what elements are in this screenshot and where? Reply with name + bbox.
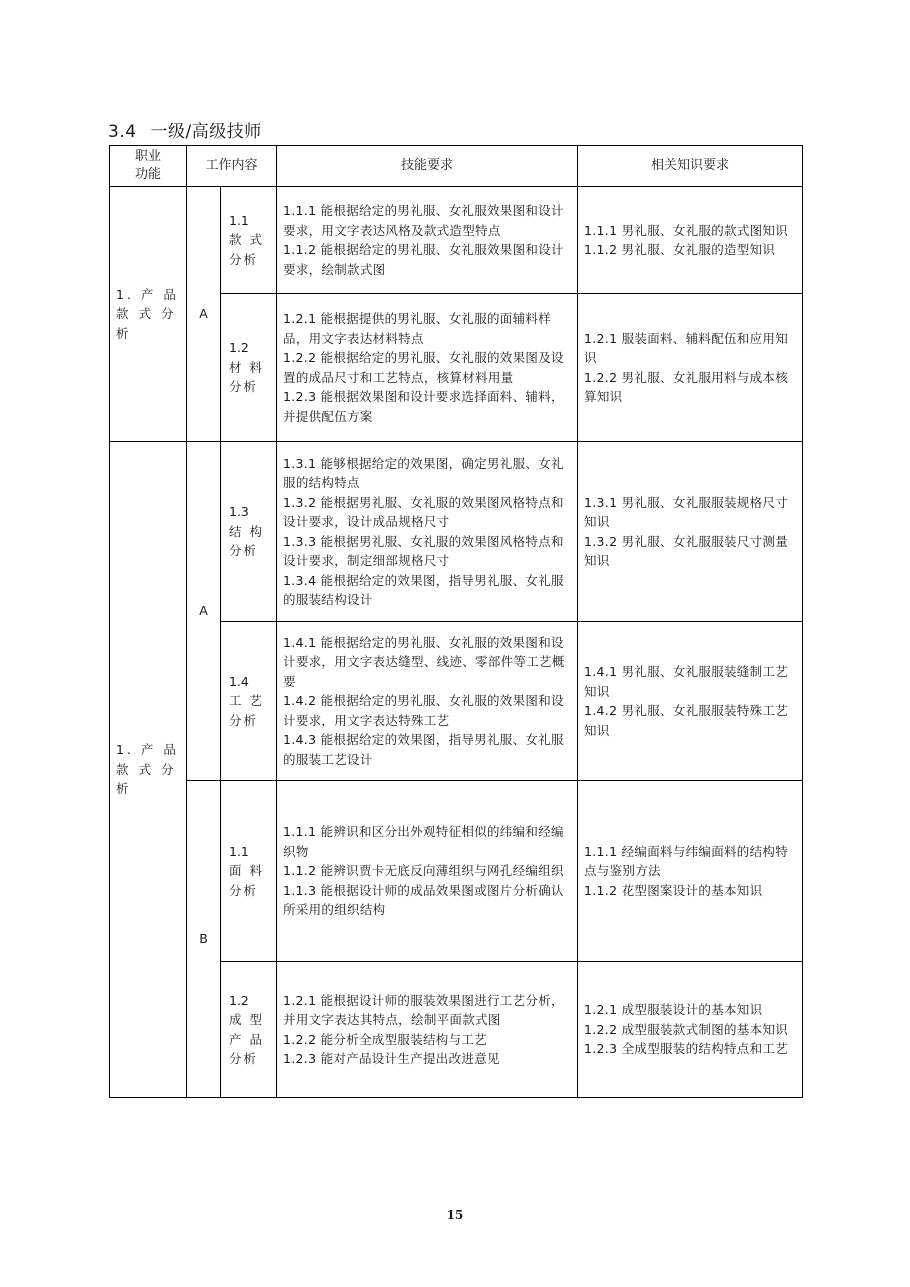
knowledge-cell xyxy=(578,442,803,622)
knowledge-text: 1.3.1 男礼服、女礼服服装规格尺寸知识 xyxy=(584,494,788,529)
skill-text: 1.1.1 能根据给定的男礼服、女礼服效果图和设计要求，用文字表达风格及款式造型特点 xyxy=(283,203,564,238)
table-row xyxy=(110,781,803,962)
header-work-content: 工作内容 xyxy=(187,146,277,187)
work-item-cell: 1.2 材 料 分析 xyxy=(221,294,277,442)
level-letter-cell: B xyxy=(187,781,221,1098)
skill-text: 1.2.3 能对产品设计生产提出改进意见 xyxy=(283,1051,500,1066)
section-title: 一级/高级技师 xyxy=(150,122,262,142)
knowledge-text: 1.2.1 成型服装设计的基本知识 xyxy=(584,1002,763,1018)
knowledge-text: 1.2.2 男礼服、女礼服用料与成本核算知识 xyxy=(584,369,788,404)
skills-cell xyxy=(277,294,578,442)
function-cell: 1. 产 品 款 式 分 析 xyxy=(110,442,187,1098)
table-row xyxy=(110,187,803,294)
skills-table xyxy=(109,145,803,1098)
skill-text: 1.2.1 能根据提供的男礼服、女礼服的面辅料样品，用文字表达材料特点 xyxy=(283,311,551,346)
work-item-cell: 1.4 工 艺 分析 xyxy=(221,622,277,781)
knowledge-text: 1.1.2 花型图案设计的基本知识 xyxy=(584,882,763,898)
knowledge-text: 1.3.2 男礼服、女礼服服装尺寸测量知识 xyxy=(584,533,788,568)
skill-text: 1.1.2 能根据给定的男礼服、女礼服效果图和设计要求，绘制款式图 xyxy=(283,242,564,277)
skill-text: 1.4.3 能根据给定的效果图，指导男礼服、女礼服的服装工艺设计 xyxy=(283,732,564,767)
section-heading xyxy=(108,117,262,142)
header-skills: 技能要求 xyxy=(277,146,578,187)
page-number: 15 xyxy=(446,1208,464,1222)
knowledge-cell xyxy=(578,294,803,442)
skill-text: 1.3.1 能够根据给定的效果图，确定男礼服、女礼服的结构特点 xyxy=(283,455,564,490)
skills-cell xyxy=(277,781,578,962)
knowledge-text: 1.1.2 男礼服、女礼服的造型知识 xyxy=(584,242,776,257)
function-cell: 1. 产 品 款 式 分 析 xyxy=(110,187,187,442)
skill-text: 1.2.2 能分析全成型服装结构与工艺 xyxy=(283,1031,487,1047)
skill-text: 1.1.3 能根据设计师的成品效果图或图片分析确认所采用的组织结构 xyxy=(283,882,564,918)
skill-text: 1.3.2 能根据男礼服、女礼服的效果图风格特点和设计要求，设计成品规格尺寸 xyxy=(283,494,564,529)
skill-text: 1.3.3 能根据男礼服、女礼服的效果图风格特点和设计要求，制定细部规格尺寸 xyxy=(283,533,564,568)
knowledge-text: 1.4.2 男礼服、女礼服服装特殊工艺知识 xyxy=(584,703,788,738)
skill-text: 1.4.1 能根据给定的男礼服、女礼服的效果图和设计要求，用文字表达缝型、线迹、零部件等工艺概要 xyxy=(283,634,565,689)
header-function: 职业 功能 xyxy=(110,146,187,187)
table-row xyxy=(110,442,803,622)
section-number: 3.4 xyxy=(108,122,137,142)
skills-cell xyxy=(277,442,578,622)
header-knowledge: 相关知识要求 xyxy=(578,146,803,187)
work-item-cell: 1.3 结 构 分析 xyxy=(221,442,277,622)
header-row xyxy=(110,146,803,187)
skill-text: 1.1.1 能辨识和区分出外观特征相似的纬编和经编织物 xyxy=(283,824,564,859)
skill-text: 1.4.2 能根据给定的男礼服、女礼服的效果图和设计要求，用文字表达特殊工艺 xyxy=(283,693,564,728)
knowledge-cell xyxy=(578,962,803,1098)
knowledge-cell xyxy=(578,187,803,294)
skill-text: 1.2.2 能根据给定的男礼服、女礼服的效果图及设置的成品尺寸和工艺特点，核算材料用量 xyxy=(283,350,564,385)
work-item-cell: 1.2 成 型 产 品 分析 xyxy=(221,962,277,1098)
skill-text: 1.3.4 能根据给定的效果图，指导男礼服、女礼服的服装结构设计 xyxy=(283,572,564,607)
knowledge-text: 1.2.3 全成型服装的结构特点和工艺 xyxy=(584,1041,788,1057)
knowledge-text: 1.4.1 男礼服、女礼服服装缝制工艺知识 xyxy=(584,664,788,699)
knowledge-cell xyxy=(578,622,803,781)
level-letter-cell: A xyxy=(187,187,221,442)
knowledge-text: 1.2.2 成型服装款式制图的基本知识 xyxy=(584,1021,788,1037)
work-item-cell: 1.1 款 式 分析 xyxy=(221,187,277,294)
skills-cell xyxy=(277,622,578,781)
skill-text: 1.1.2 能辨识贾卡无底反向薄组织与网孔经编组织 xyxy=(283,863,564,879)
level-letter-cell: A xyxy=(187,442,221,781)
knowledge-text: 1.1.1 经编面料与纬编面料的结构特点与鉴别方法 xyxy=(584,843,788,879)
skill-text: 1.2.1 能根据设计师的服装效果图进行工艺分析，并用文字表达其特点，绘制平面款式图 xyxy=(283,992,564,1027)
knowledge-text: 1.1.1 男礼服、女礼服的款式图知识 xyxy=(584,222,788,238)
skills-cell xyxy=(277,187,578,294)
skill-text: 1.2.3 能根据效果图和设计要求选择面料、辅料，并提供配伍方案 xyxy=(283,389,564,424)
work-item-cell: 1.1 面 料 分析 xyxy=(221,781,277,962)
skills-cell xyxy=(277,962,578,1098)
knowledge-text: 1.2.1 服装面料、辅料配伍和应用知识 xyxy=(584,330,788,365)
knowledge-cell xyxy=(578,781,803,962)
